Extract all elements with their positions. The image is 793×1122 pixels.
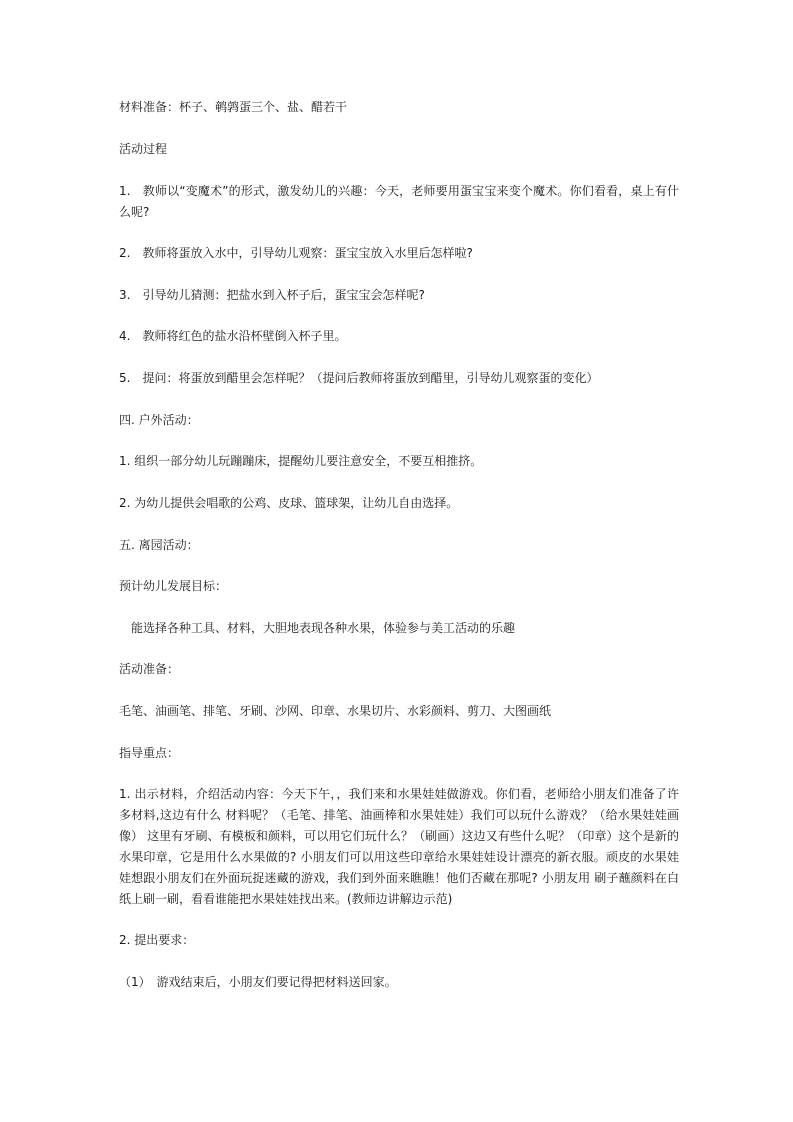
outdoor-heading: 四. 户外活动： [119,413,199,427]
prep-heading: 活动准备： [119,662,180,676]
guide-1-line-3: 像） 这里有牙刷、有模板和颜料，可以用它们玩什么？（刷画）这边又有些什么呢？（印章）这个是新的 [119,829,679,843]
step-1-line-1: 1. 教师以“变魔术”的形式，激发幼儿的兴趣：今天，老师要用蛋宝宝来变个魔术。你们看看，桌上有什 [119,184,679,198]
requirement-1: （1） 游戏结束后，小朋友们要记得把材料送回家。 [119,975,397,989]
guide-1-line-4: 水果印章，它是用什么水果做的? 小朋友们可以用这些印章给水果娃娃设计漂亮的新衣服。顽皮的水果娃 [119,850,679,864]
guide-1-line-6: 纸上刷一刷，看看谁能把水果娃娃找出来。(教师边讲解边示范) [119,892,453,906]
goal-text: 能选择各种工具、材料，大胆地表现各种水果，体验参与美工活动的乐趣 [119,621,516,635]
guide-heading: 指导重点： [119,746,180,760]
requirements-heading: 2. 提出要求： [119,933,195,947]
leave-heading: 五. 离园活动： [119,538,199,552]
process-heading: 活动过程 [119,142,168,156]
guide-1-line-2: 多材料,这边有什么 材料呢？（毛笔、排笔、油画棒和水果娃娃）我们可以玩什么游戏？（给水果娃娃画 [119,808,679,822]
guide-1-line-5: 娃想跟小朋友们在外面玩捉迷藏的游戏，我们到外面来瞧瞧！他们否藏在那呢? 小朋友用 刷子蘸颜料在白 [119,871,679,885]
guide-1-line-1: 1. 出示材料，介绍活动内容：今天下午，，我们来和水果娃娃做游戏。你们看，老师给小朋友们准备了许 [119,787,679,801]
step-4: 4. 教师将红色的盐水沿杯壁倒入杯子里。 [119,329,347,343]
prep-text: 毛笔、油画笔、排笔、牙刷、沙网、印章、水果切片、水彩颜料、剪刀、大图画纸 [119,704,552,718]
goal-heading: 预计幼儿发展目标： [119,579,228,593]
outdoor-item-1: 1. 组织一部分幼儿玩蹦蹦床，提醒幼儿要注意安全，不要互相推挤。 [119,454,483,468]
step-3: 3. 引导幼儿猜测：把盐水到入杯子后，蛋宝宝会怎样呢? [119,288,425,302]
step-5: 5. 提问：将蛋放到醋里会怎样呢？（提问后教师将蛋放到醋里，引导幼儿观察蛋的变化） [119,371,599,385]
outdoor-item-2: 2. 为幼儿提供会唱歌的公鸡、皮球、篮球架，让幼儿自由选择。 [119,496,459,510]
step-2: 2. 教师将蛋放入水中，引导幼儿观察：蛋宝宝放入水里后怎样啦? [119,246,473,260]
step-1-line-2: 么呢? [119,205,150,219]
materials-line: 材料准备：杯子、鹌鹑蛋三个、盐、醋若干 [119,100,348,114]
